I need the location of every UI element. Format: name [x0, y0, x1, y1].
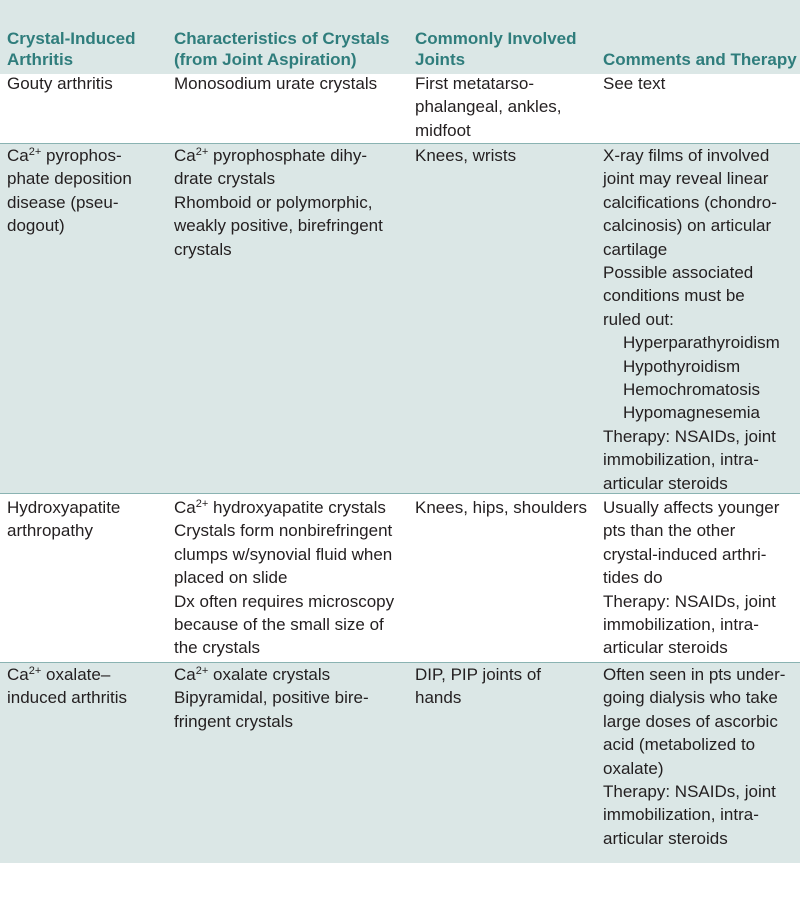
cell-characteristics: $Ca^{2+}$ oxalate crystals Bipyramidal, positive bire- fringent crystals	[174, 665, 369, 731]
header-crystal-induced-arthritis: Crystal-Induced Arthritis	[7, 29, 136, 69]
cell-arthritis: $Ca^{2+}$ pyrophos- phate deposition disease (pseu- dogout)	[7, 146, 132, 236]
table-row-oxalate	[0, 663, 800, 863]
cell-characteristics: Monosodium urate crystals	[174, 74, 378, 93]
row-divider	[0, 493, 800, 494]
cell-arthritis: Hydroxyapatite arthropathy	[7, 498, 121, 541]
cell-characteristics: $Ca^{2+}$ pyrophosphate dihy- drate crystals Rhomboid or polymorphic, weakly positive, birefringent crystals	[174, 146, 383, 259]
header-comments-therapy: Comments and Therapy	[603, 50, 797, 69]
cell-comments: See text	[603, 74, 666, 93]
cell-arthritis: $Ca^{2+}$ oxalate– induced arthritis	[7, 665, 128, 708]
cell-characteristics: $Ca^{2+}$ hydroxyapatite crystals Crystals form nonbirefringent clumps w/synovial fluid when placed on slide Dx often requires microscopy because of the small size of the crystals	[174, 498, 395, 658]
table-header	[0, 0, 800, 74]
cell-joints: DIP, PIP joints of hands	[415, 665, 541, 708]
cell-joints: Knees, hips, shoulders	[415, 498, 587, 517]
table-row-gouty-arthritis	[0, 72, 800, 142]
header-commonly-involved-joints: Commonly Involved Joints	[415, 29, 577, 69]
header-characteristics: Characteristics of Crystals (from Joint Aspiration)	[174, 29, 390, 69]
table-row-hydroxyapatite	[0, 496, 800, 658]
table-row-pseudogout	[0, 144, 800, 493]
cell-joints: First metatarso- phalangeal, ankles, midfoot	[415, 74, 562, 140]
cell-comments: X-ray films of involved joint may reveal linear calcifications (chondro- calcinosis) on articular cartilage Possible associated conditions must be ruled out: Hyperparathyroidism Hypothyroidism Hemochromatosis Hypomagnesemia Therapy: NSAIDs, joint immobilization, intra- articular steroids	[603, 146, 780, 493]
cell-arthritis: Gouty arthritis	[7, 74, 113, 93]
cell-comments: Often seen in pts under- going dialysis who take large doses of ascorbic acid (metabolized to oxalate) Therapy: NSAIDs, joint immobilization, intra- articular steroids	[603, 665, 786, 848]
cell-joints: Knees, wrists	[415, 146, 517, 165]
cell-comments: Usually affects younger pts than the other crystal-induced arthri- tides do Therapy: NSAIDs, joint immobilization, intra- articular steroids	[603, 498, 780, 658]
